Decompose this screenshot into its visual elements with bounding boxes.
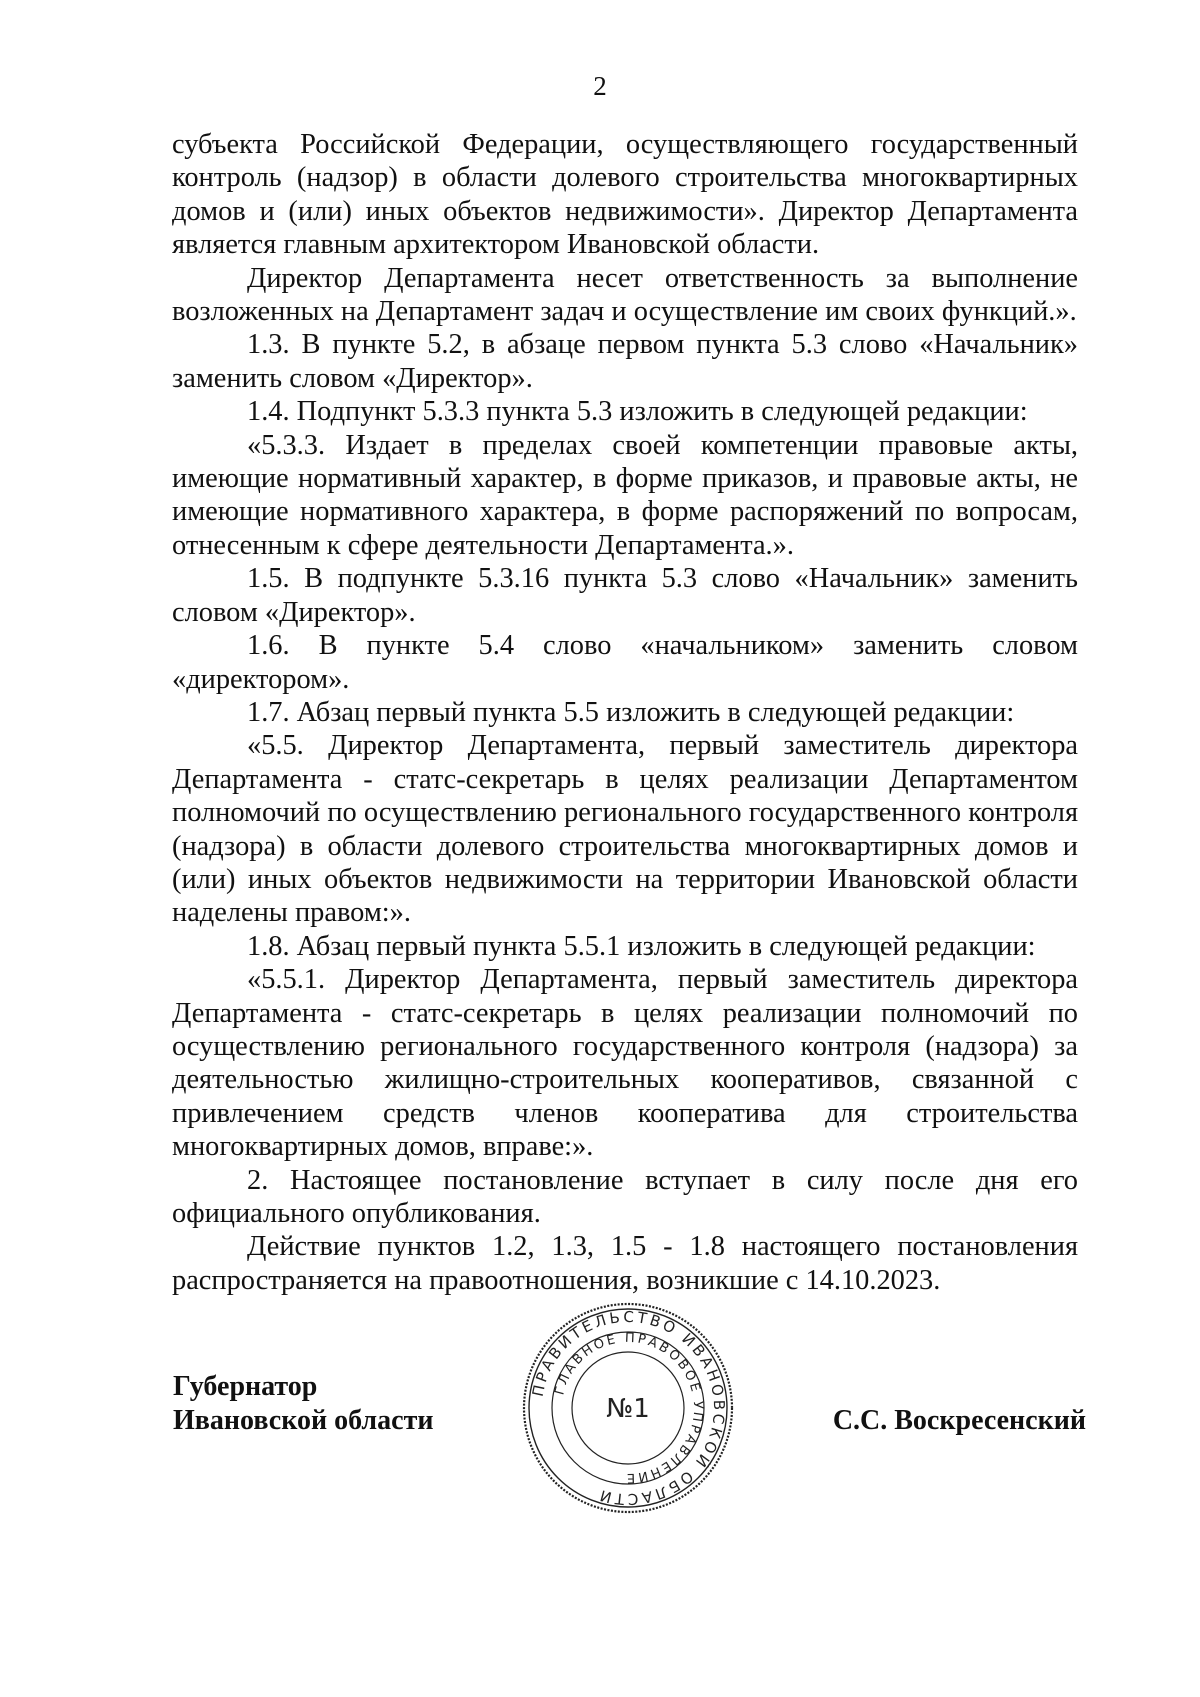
seal-outer-text: ПРАВИТЕЛЬСТВО ИВАНОВСКОЙ ОБЛАСТИ	[528, 1307, 729, 1509]
paragraph: 1.4. Подпункт 5.3.3 пункта 5.3 изложить в следующей редакции:	[247, 396, 1028, 428]
document-body	[172, 128, 1078, 1297]
paragraph: 1.5. В подпункте 5.3.16 пункта 5.3 слово «Начальник» заменить словом «Директор».	[172, 563, 1078, 628]
paragraph: «5.3.3. Издает в пределах своей компетенции правовые акты, имеющие нормативный характер, в форме приказов, и правовые акты, не имеющие нормативного характера, в форме распоряжений по вопросам, отнесенным к сфере деятельности Департамента.».	[172, 429, 1078, 561]
paragraph: Действие пунктов 1.2, 1.3, 1.5 - 1.8 настоящего постановления распространяется на правоотношения, возникшие с 14.10.2023.	[172, 1231, 1078, 1296]
signatory-name: С.С. Воскресенский	[832, 1405, 1086, 1436]
signatory-title-line: Ивановской области	[173, 1405, 434, 1436]
paragraph: «5.5.1. Директор Департамента, первый заместитель директора Департамента - статс-секретарь в целях реализации полномочий по осуществлению регионального государственного контроля (надзора) за деятельностью жилищно-строительных кооперативов, связанной с привлечением средств членов кооператива для строительства многоквартирных домов, вправе:».	[172, 964, 1078, 1163]
paragraph: 2. Настоящее постановление вступает в силу после дня его официального опубликования.	[172, 1164, 1078, 1229]
paragraph: «5.5. Директор Департамента, первый заместитель директора Департамента - статс-секретарь в целях реализации Департаментом полномочий по осуществлению регионального государственного контроля (надзора) в области долевого строительства многоквартирных домов и (или) иных объектов недвижимости на территории Ивановской области наделены правом:».	[172, 730, 1078, 929]
paragraph: субъекта Российской Федерации, осуществляющего государственный контроль (надзор) в области долевого строительства многоквартирных домов и (или) иных объектов недвижимости». Директор Департамента является главным архитектором Ивановской области.	[172, 129, 1078, 261]
signatory-title	[173, 1370, 433, 1438]
signature-block	[0, 1300, 1200, 1520]
seal-center-number: №1	[606, 1394, 650, 1424]
signatory-title-line: Губернатор	[173, 1371, 318, 1402]
page-number: 2	[593, 71, 607, 101]
official-seal	[520, 1300, 736, 1516]
paragraph: Директор Департамента несет ответственность за выполнение возложенных на Департамент задач и осуществление им своих функций.».	[172, 262, 1078, 328]
paragraph: 1.3. В пункте 5.2, в абзаце первом пункта 5.3 слово «Начальник» заменить словом «Директор».	[172, 329, 1078, 394]
paragraph: 1.8. Абзац первый пункта 5.5.1 изложить в следующей редакции:	[247, 930, 1036, 962]
seal-inner-text: ГЛАВНОЕ ПРАВОВОЕ УПРАВЛЕНИЕ	[552, 1330, 706, 1486]
seal-stamp-icon	[520, 1300, 736, 1516]
paragraph: 1.6. В пункте 5.4 слово «начальником» заменить словом «директором».	[172, 630, 1078, 695]
paragraph: 1.7. Абзац первый пункта 5.5 изложить в следующей редакции:	[247, 696, 1015, 728]
